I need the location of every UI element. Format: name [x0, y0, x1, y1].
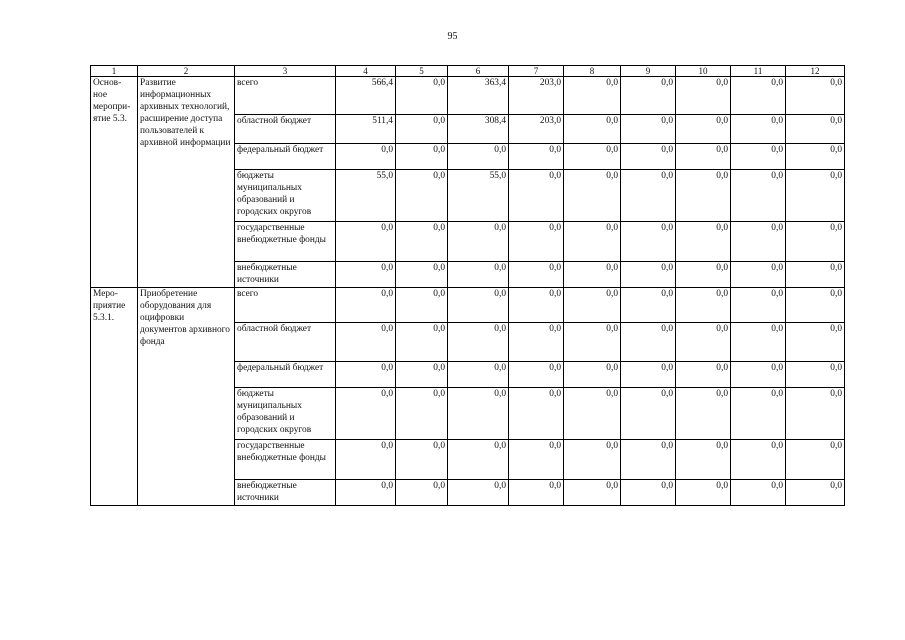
- funding-source: федеральный бюджет: [235, 144, 336, 170]
- funding-source: областной бюджет: [235, 115, 336, 144]
- value-cell: 0,0: [786, 144, 845, 170]
- value-cell: 0,0: [786, 222, 845, 262]
- funding-source: бюджеты муниципальных образований и городских округов: [235, 170, 336, 222]
- value-cell: 0,0: [676, 144, 731, 170]
- funding-source: всего: [235, 77, 336, 115]
- value-cell: 0,0: [448, 480, 509, 506]
- value-cell: 0,0: [509, 288, 564, 323]
- funding-source: областной бюджет: [235, 323, 336, 362]
- value-cell: 0,0: [731, 77, 786, 115]
- value-cell: 0,0: [786, 288, 845, 323]
- value-cell: 0,0: [509, 480, 564, 506]
- value-cell: 0,0: [676, 480, 731, 506]
- value-cell: 0,0: [448, 288, 509, 323]
- value-cell: 0,0: [396, 77, 448, 115]
- value-cell: 0,0: [676, 388, 731, 440]
- value-cell: 0,0: [336, 222, 396, 262]
- value-cell: 0,0: [396, 440, 448, 480]
- value-cell: 0,0: [564, 77, 621, 115]
- value-cell: 203,0: [509, 77, 564, 115]
- value-cell: 0,0: [731, 480, 786, 506]
- value-cell: 0,0: [676, 323, 731, 362]
- value-cell: 0,0: [731, 323, 786, 362]
- value-cell: 0,0: [336, 362, 396, 388]
- value-cell: 0,0: [336, 440, 396, 480]
- value-cell: 0,0: [786, 262, 845, 288]
- value-cell: 0,0: [564, 144, 621, 170]
- value-cell: 55,0: [336, 170, 396, 222]
- value-cell: 0,0: [621, 480, 676, 506]
- value-cell: 0,0: [448, 440, 509, 480]
- value-cell: 0,0: [564, 480, 621, 506]
- value-cell: 0,0: [786, 440, 845, 480]
- value-cell: 0,0: [621, 144, 676, 170]
- value-cell: 566,4: [336, 77, 396, 115]
- value-cell: 0,0: [731, 115, 786, 144]
- value-cell: 0,0: [336, 288, 396, 323]
- value-cell: 0,0: [676, 262, 731, 288]
- value-cell: 308,4: [448, 115, 509, 144]
- value-cell: 0,0: [336, 388, 396, 440]
- value-cell: 0,0: [564, 362, 621, 388]
- value-cell: 0,0: [786, 323, 845, 362]
- value-cell: 0,0: [564, 170, 621, 222]
- value-cell: 0,0: [564, 288, 621, 323]
- value-cell: 511,4: [336, 115, 396, 144]
- value-cell: 0,0: [676, 115, 731, 144]
- value-cell: 0,0: [621, 222, 676, 262]
- value-cell: 0,0: [564, 440, 621, 480]
- value-cell: 0,0: [676, 440, 731, 480]
- value-cell: 0,0: [731, 388, 786, 440]
- value-cell: 0,0: [621, 115, 676, 144]
- value-cell: 0,0: [621, 323, 676, 362]
- header-row: [91, 66, 845, 77]
- value-cell: 0,0: [509, 362, 564, 388]
- value-cell: 0,0: [448, 222, 509, 262]
- value-cell: 0,0: [676, 77, 731, 115]
- column-header: 3: [235, 66, 336, 77]
- value-cell: 0,0: [621, 288, 676, 323]
- value-cell: 0,0: [336, 262, 396, 288]
- value-cell: 363,4: [448, 77, 509, 115]
- table-body: [91, 77, 845, 506]
- column-header: 5: [396, 66, 448, 77]
- column-header: 11: [731, 66, 786, 77]
- value-cell: 0,0: [509, 170, 564, 222]
- value-cell: 0,0: [564, 115, 621, 144]
- value-cell: 0,0: [336, 480, 396, 506]
- value-cell: 0,0: [448, 144, 509, 170]
- funding-source: внебюджетные источники: [235, 262, 336, 288]
- value-cell: 55,0: [448, 170, 509, 222]
- budget-table: [90, 65, 845, 506]
- value-cell: 0,0: [676, 170, 731, 222]
- value-cell: 0,0: [731, 440, 786, 480]
- item-code: Основ-ное меропри-ятие 5.3.: [91, 77, 138, 288]
- table-row: [91, 288, 845, 323]
- funding-source: бюджеты муниципальных образований и городских округов: [235, 388, 336, 440]
- column-header: 7: [509, 66, 564, 77]
- value-cell: 0,0: [731, 222, 786, 262]
- column-header: 9: [621, 66, 676, 77]
- column-header: 1: [91, 66, 138, 77]
- funding-source: всего: [235, 288, 336, 323]
- value-cell: 0,0: [621, 388, 676, 440]
- value-cell: 0,0: [786, 115, 845, 144]
- value-cell: 203,0: [509, 115, 564, 144]
- value-cell: 0,0: [676, 288, 731, 323]
- column-header: 6: [448, 66, 509, 77]
- value-cell: 0,0: [731, 262, 786, 288]
- value-cell: 0,0: [396, 222, 448, 262]
- value-cell: 0,0: [396, 170, 448, 222]
- value-cell: 0,0: [509, 222, 564, 262]
- item-name: Приобретение оборудования для оцифровки документов архивного фонда: [138, 288, 235, 506]
- value-cell: 0,0: [396, 388, 448, 440]
- value-cell: 0,0: [448, 362, 509, 388]
- value-cell: 0,0: [509, 262, 564, 288]
- value-cell: 0,0: [786, 388, 845, 440]
- value-cell: 0,0: [396, 262, 448, 288]
- value-cell: 0,0: [621, 170, 676, 222]
- value-cell: 0,0: [396, 288, 448, 323]
- value-cell: 0,0: [564, 388, 621, 440]
- value-cell: 0,0: [564, 323, 621, 362]
- value-cell: 0,0: [564, 222, 621, 262]
- value-cell: 0,0: [621, 362, 676, 388]
- value-cell: 0,0: [509, 144, 564, 170]
- value-cell: 0,0: [509, 388, 564, 440]
- column-header: 2: [138, 66, 235, 77]
- value-cell: 0,0: [621, 77, 676, 115]
- funding-source: федеральный бюджет: [235, 362, 336, 388]
- value-cell: 0,0: [731, 362, 786, 388]
- value-cell: 0,0: [396, 323, 448, 362]
- value-cell: 0,0: [786, 362, 845, 388]
- value-cell: 0,0: [786, 480, 845, 506]
- value-cell: 0,0: [448, 262, 509, 288]
- funding-source: государственные внебюджетные фонды: [235, 222, 336, 262]
- column-header: 4: [336, 66, 396, 77]
- value-cell: 0,0: [336, 323, 396, 362]
- table-row: [91, 77, 845, 115]
- value-cell: 0,0: [509, 323, 564, 362]
- value-cell: 0,0: [621, 262, 676, 288]
- value-cell: 0,0: [731, 144, 786, 170]
- value-cell: 0,0: [621, 440, 676, 480]
- value-cell: 0,0: [448, 323, 509, 362]
- value-cell: 0,0: [396, 480, 448, 506]
- value-cell: 0,0: [448, 388, 509, 440]
- funding-source: государственные внебюджетные фонды: [235, 440, 336, 480]
- value-cell: 0,0: [509, 440, 564, 480]
- column-header: 10: [676, 66, 731, 77]
- column-header: 12: [786, 66, 845, 77]
- value-cell: 0,0: [564, 262, 621, 288]
- page-number: 95: [447, 31, 458, 42]
- value-cell: 0,0: [786, 77, 845, 115]
- item-code: Меро-приятие 5.3.1.: [91, 288, 138, 506]
- value-cell: 0,0: [676, 362, 731, 388]
- value-cell: 0,0: [336, 144, 396, 170]
- value-cell: 0,0: [396, 144, 448, 170]
- value-cell: 0,0: [731, 170, 786, 222]
- value-cell: 0,0: [396, 362, 448, 388]
- value-cell: 0,0: [396, 115, 448, 144]
- value-cell: 0,0: [676, 222, 731, 262]
- value-cell: 0,0: [786, 170, 845, 222]
- column-header: 8: [564, 66, 621, 77]
- item-name: Развитие информационных архивных технологий, расширение доступа пользователей к архивной информации: [138, 77, 235, 288]
- funding-source: внебюджетные источники: [235, 480, 336, 506]
- value-cell: 0,0: [731, 288, 786, 323]
